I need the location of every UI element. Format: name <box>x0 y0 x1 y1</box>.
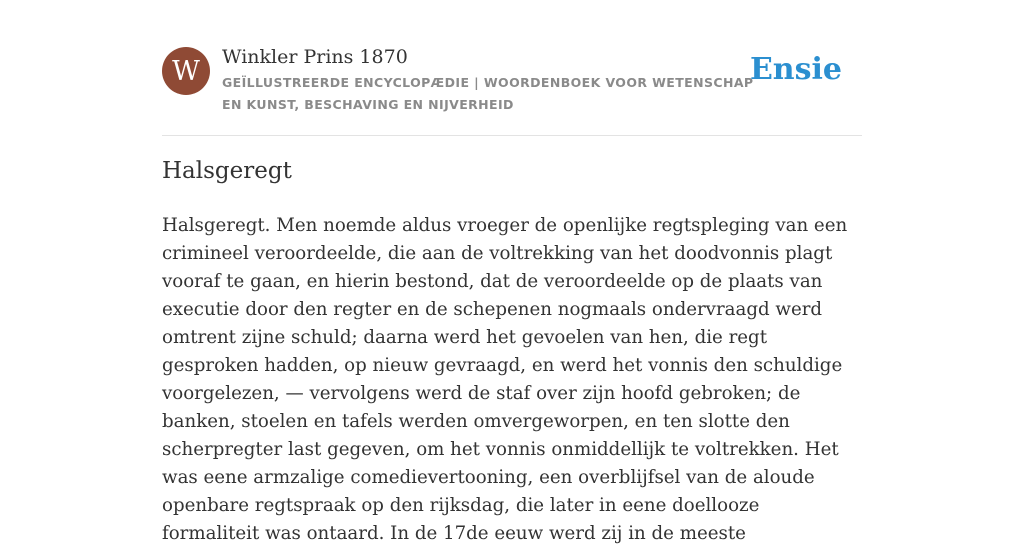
ensie-logo-link[interactable]: Ensie <box>749 52 842 87</box>
header-divider <box>162 135 862 136</box>
source-title[interactable]: Winkler Prins 1870 <box>222 46 408 68</box>
source-subtitle: GEÏLLUSTREERDE ENCYCLOPÆDIE | WOORDENBOEK VOOR WETENSCHAP EN KUNST, BESCHAVING EN NIJVERHEID <box>222 75 754 112</box>
site-header <box>162 46 862 136</box>
article-title: Halsgeregt <box>162 158 292 184</box>
article-body: Halsgeregt. Men noemde aldus vroeger de openlijke regtspleging van een crimineel veroordeelde, die aan de voltrekking van het doodvonnis plagt vooraf te gaan, en hierin bestond, dat de veroordeelde op de plaats van executie door den regter en de schepenen nogmaals ondervraagd werd omtrent zijne schuld; daarna werd het gevoelen van hen, die regt gesproken hadden, op nieuw gevraagd, en werd het vonnis den schuldige voorgelezen, — vervolgens werd de staf over zijn hoofd gebroken; de banken, stoelen en tafels werden omvergeworpen, en ten slotte den scherpregter last gegeven, om het vonnis onmiddellijk te voltrekken. Het was eene armzalige comedievertooning, een overblijfsel van de aloude openbare regtspraak op den rijksdag, die later in eene doellooze formaliteit was ontaard. In de 17de eeuw werd zij in de meeste <box>162 215 848 544</box>
source-avatar[interactable]: W <box>162 47 210 95</box>
